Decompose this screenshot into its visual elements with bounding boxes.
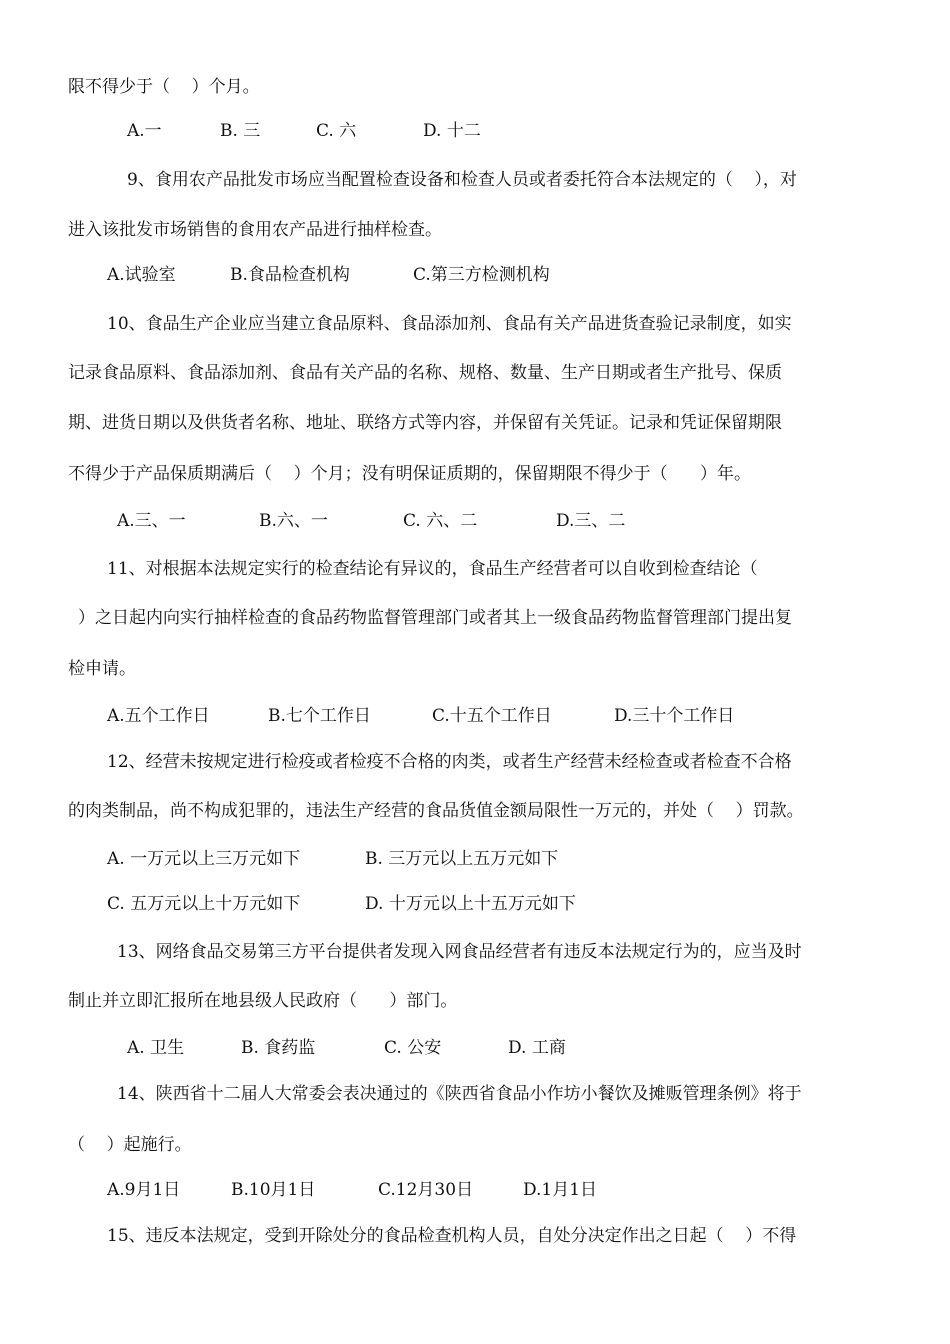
- option-a: A. 一万元以上三万元如下: [107, 849, 301, 869]
- answer-options: [0, 893, 950, 915]
- question-13: 13、网络食品交易第三方平台提供者发现入网食品经营者有违反本法规定行为的，应当及时: [117, 942, 802, 962]
- option-d: D.三、二: [556, 511, 626, 531]
- text-line: 不得少于产品保质期满后（ ）个月；没有明保证质期的，保留期限不得少于（ ）年。: [68, 464, 752, 484]
- question-14: 14、陕西省十二届人大常委会表决通过的《陕西省食品小作坊小餐饮及摊贩管理条例》将于: [117, 1084, 802, 1104]
- text-line: 限不得少于（ ）个月。: [68, 77, 260, 97]
- option-c: C.12月30日: [378, 1180, 474, 1200]
- option-c: C.第三方检测机构: [413, 265, 550, 285]
- option-c: C. 六、二: [403, 511, 478, 531]
- option-a: A.五个工作日: [107, 706, 210, 726]
- question-15: 15、违反本法规定，受到开除处分的食品检查机构人员，自处分决定作出之日起（ ）不得: [107, 1226, 797, 1246]
- answer-options: [0, 1179, 950, 1201]
- option-c: C. 六: [316, 121, 357, 141]
- text-line: 检申请。: [68, 659, 136, 679]
- question-10: 10、食品生产企业应当建立食品原料、食品添加剂、食品有关产品进货查验记录制度，如实: [107, 314, 792, 334]
- option-b: B. 三: [220, 121, 261, 141]
- option-d: D.三十个工作日: [614, 706, 735, 726]
- text-line: 制止并立即汇报所在地县级人民政府（ ）部门。: [68, 991, 458, 1011]
- option-a: A.试验室: [107, 265, 176, 285]
- option-d: D. 工商: [508, 1038, 566, 1058]
- answer-options: [0, 510, 950, 532]
- option-c: C.十五个工作日: [432, 706, 552, 726]
- option-b: B. 三万元以上五万元如下: [365, 849, 559, 869]
- question-11: 11、对根据本法规定实行的检查结论有异议的，食品生产经营者可以自收到检查结论（: [107, 559, 758, 579]
- answer-options: [0, 1037, 950, 1059]
- answer-options: [0, 705, 950, 727]
- text-line: 期、进货日期以及供货者名称、地址、联络方式等内容，并保留有关凭证。记录和凭证保留期限: [68, 413, 782, 433]
- text-line: 记录食品原料、食品添加剂、食品有关产品的名称、规格、数量、生产日期或者生产批号、保质: [68, 363, 782, 383]
- option-a: A.一: [127, 121, 162, 141]
- text-line: 的肉类制品，尚不构成犯罪的，违法生产经营的食品货值金额局限性一万元的，并处（ ）罚款。: [68, 801, 804, 821]
- option-b: B.七个工作日: [268, 706, 371, 726]
- option-c: C. 公安: [384, 1038, 442, 1058]
- question-9: 9、食用农产品批发市场应当配置检查设备和检查人员或者委托符合本法规定的（ ），对: [127, 170, 797, 190]
- option-b: B. 食药监: [241, 1038, 316, 1058]
- option-d: D. 十万元以上十五万元如下: [365, 894, 576, 914]
- option-d: D.1月1日: [523, 1180, 598, 1200]
- option-a: A.三、一: [117, 511, 186, 531]
- answer-options: [0, 264, 950, 286]
- question-12: 12、经营未按规定进行检疫或者检疫不合格的肉类，或者生产经营未经检查或者检查不合格: [107, 752, 792, 772]
- option-a: A. 卫生: [127, 1038, 185, 1058]
- option-a: A.9月1日: [107, 1180, 181, 1200]
- option-d: D. 十二: [423, 121, 481, 141]
- text-line: 进入该批发市场销售的食用农产品进行抽样检查。: [68, 220, 442, 240]
- answer-options: [0, 120, 950, 142]
- text-line: （ ）起施行。: [68, 1135, 192, 1155]
- text-line: ）之日起内向实行抽样检查的食品药物监督管理部门或者其上一级食品药物监督管理部门提出复: [78, 608, 792, 628]
- option-c: C. 五万元以上十万元如下: [107, 894, 301, 914]
- option-b: B.六、一: [259, 511, 328, 531]
- option-b: B.10月1日: [231, 1180, 316, 1200]
- option-b: B.食品检查机构: [230, 265, 350, 285]
- answer-options: [0, 848, 950, 870]
